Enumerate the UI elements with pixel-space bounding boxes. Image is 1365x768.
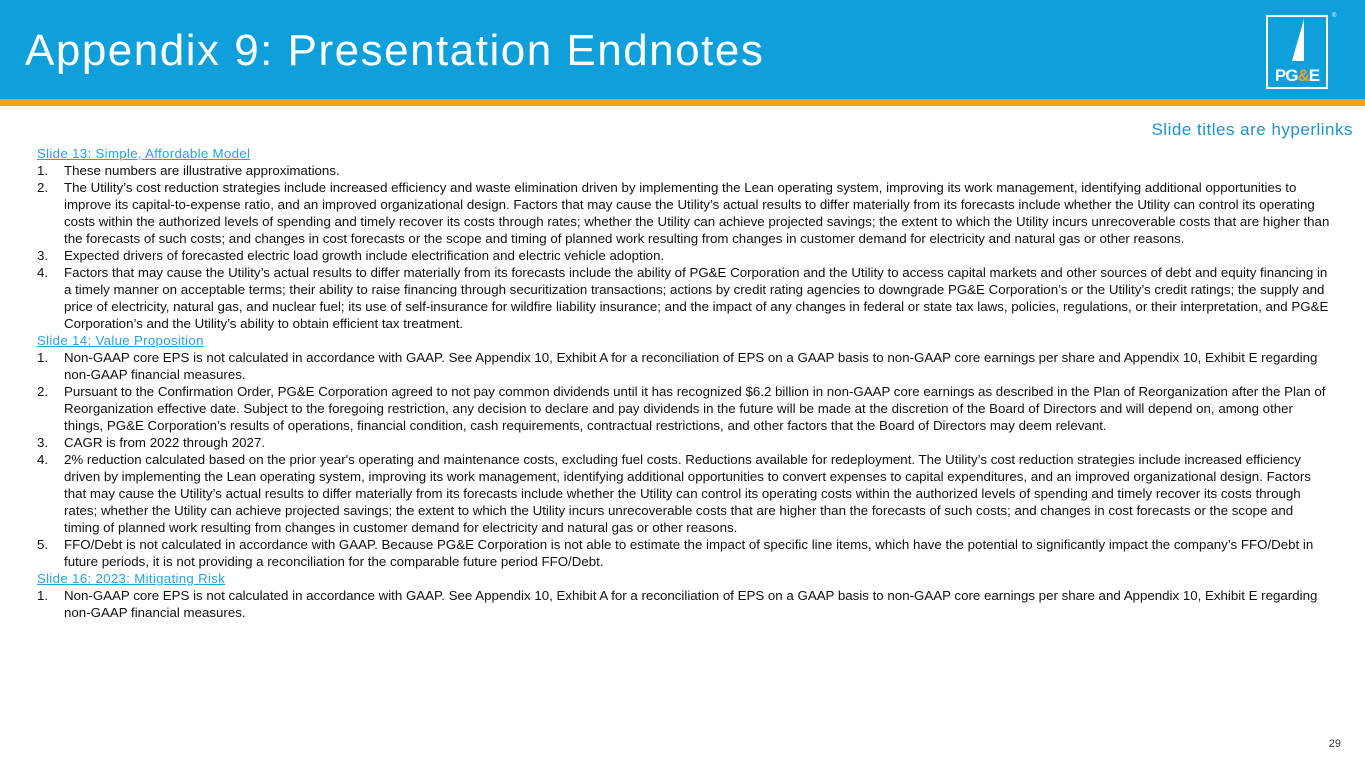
- endnote-item: [37, 536, 1330, 570]
- endnote-text: CAGR is from 2022 through 2027.: [64, 435, 266, 450]
- endnote-item: [37, 247, 1330, 264]
- hyperlink-hint: Slide titles are hyperlinks: [1151, 120, 1353, 139]
- endnote-number: 3.: [37, 248, 49, 263]
- svg-text:PG&E: PG&E: [1274, 66, 1320, 85]
- endnote-text: 2% reduction calculated based on the prior year's operating and maintenance costs, excluding fuel costs. Reductions available for redeployment. The Utility’s cost reduction strategies include increased efficiency driven by implementing the Lean operating system, improving its work management, identifying additional opportunities to convert expenses to capital expenditures, and an improved organizational design. Factors that may cause the Utility’s actual results to differ materially from its forecasts include whether the Utility can control its operating costs within the authorized levels of spending and timely recover its costs through rates; whether the Utility can achieve projected savings; the extent to which the Utility incurs unrecoverable costs that are higher than the forecasts of such costs; and changes in cost forecasts or the scope and timing of planned work resulting from changes in customer demand for electricity and natural gas or other reasons.: [64, 452, 1311, 535]
- endnote-number: 5.: [37, 537, 49, 552]
- endnote-list: [37, 162, 1330, 332]
- endnote-number: 1.: [37, 163, 49, 178]
- endnote-item: [37, 587, 1330, 621]
- endnote-text: Pursuant to the Confirmation Order, PG&E Corporation agreed to not pay common dividends until it has recognized $6.2 billion in non-GAAP core earnings as described in the Plan of Reorganization after the Plan of Reorganization effective date. Subject to the foregoing restriction, any decision to declare and pay dividends in the future will be made at the discretion of the Board of Directors and will depend on, among other things, PG&E Corporation’s results of operations, financial condition, cash requirements, contractual restrictions, and other factors that the Board of Directors may deem relevant.: [64, 384, 1326, 433]
- endnote-number: 2.: [37, 180, 49, 195]
- endnote-number: 4.: [37, 265, 49, 280]
- slide-link[interactable]: Slide 14: Value Proposition: [37, 333, 204, 348]
- endnote-text: Factors that may cause the Utility’s actual results to differ materially from its forecasts include the ability of PG&E Corporation and the Utility to access capital markets and other sources of debt and equity financing in a timely manner on acceptable terms; their ability to raise financing through securitization transactions; actions by credit rating agencies to downgrade PG&E Corporation’s or the Utility’s credit ratings; the supply and price of electricity, natural gas, and nuclear fuel; its use of self-insurance for wildfire liability insurance; and the impact of any changes in federal or state tax laws, policies, regulations, or their interpretation, and PG&E Corporation’s and the Utility’s ability to obtain efficient tax treatment.: [64, 265, 1329, 331]
- endnote-item: [37, 349, 1330, 383]
- endnote-number: 1.: [37, 350, 49, 365]
- endnote-number: 4.: [37, 452, 49, 467]
- endnote-number: 1.: [37, 588, 49, 603]
- endnote-item: [37, 179, 1330, 247]
- pge-logo: [1266, 15, 1328, 89]
- endnote-list: [37, 349, 1330, 570]
- endnote-item: [37, 434, 1330, 451]
- endnote-item: [37, 162, 1330, 179]
- endnote-item: [37, 383, 1330, 434]
- endnote-item: [37, 451, 1330, 536]
- endnote-number: 3.: [37, 435, 49, 450]
- endnote-text: Expected drivers of forecasted electric load growth include electrification and electric vehicle adoption.: [64, 248, 665, 263]
- endnote-text: Non-GAAP core EPS is not calculated in accordance with GAAP. See Appendix 10, Exhibit A for a reconciliation of EPS on a GAAP basis to non-GAAP core earnings per share and Appendix 10, Exhibit E regarding non-GAAP financial measures.: [64, 350, 1318, 382]
- endnote-item: [37, 264, 1330, 332]
- endnote-number: 2.: [37, 384, 49, 399]
- endnote-text: The Utility’s cost reduction strategies include increased efficiency and waste elimination driven by implementing the Lean operating system, improving its work management, identifying additional opportunities to improve its capital-to-expense ratio, and an improved organizational design. Factors that may cause the Utility’s actual results to differ materially from its forecasts include whether the Utility can control its operating costs within the authorized levels of spending and timely recover its costs through rates; whether the Utility can achieve projected savings; the extent to which the Utility incurs unrecoverable costs that are higher than the forecasts of such costs; and changes in cost forecasts or the scope and timing of planned work resulting from changes in customer demand for electricity and natural gas or other reasons.: [64, 180, 1330, 246]
- page-number: 29: [1328, 738, 1341, 750]
- page-title: Appendix 9: Presentation Endnotes: [25, 26, 765, 75]
- slide-link[interactable]: Slide 13: Simple, Affordable Model: [37, 146, 251, 161]
- endnote-text: These numbers are illustrative approximations.: [64, 163, 340, 178]
- slide-link[interactable]: Slide 16: 2023: Mitigating Risk: [37, 571, 226, 586]
- endnote-list: [37, 587, 1330, 621]
- endnote-text: Non-GAAP core EPS is not calculated in accordance with GAAP. See Appendix 10, Exhibit A for a reconciliation of EPS on a GAAP basis to non-GAAP core earnings per share and Appendix 10, Exhibit E regarding non-GAAP financial measures.: [64, 588, 1318, 620]
- accent-stripe: [0, 99, 1365, 106]
- endnote-text: FFO/Debt is not calculated in accordance with GAAP. Because PG&E Corporation is not able to estimate the impact of specific line items, which have the potential to significantly impact the company’s FFO/Debt in future periods, it is not providing a reconciliation for the comparable future period FFO/Debt.: [64, 537, 1314, 569]
- registered-mark: ®: [1332, 13, 1337, 19]
- endnotes-content: [37, 145, 1330, 621]
